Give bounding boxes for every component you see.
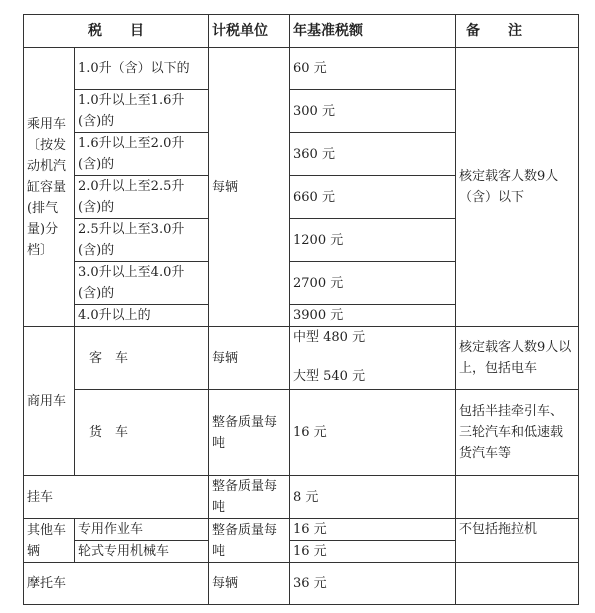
bus-note: 核定载客人数9人以上，包括电车 (456, 327, 579, 390)
passenger-category-cell (24, 48, 75, 327)
trailer-amount: 8 元 (290, 476, 456, 519)
table-row (24, 563, 579, 605)
displacement-range: 3.0升以上至4.0升(含)的 (75, 262, 209, 305)
motorcycle-amount: 36 元 (290, 563, 456, 605)
displacement-range: 2.5升以上至3.0升(含)的 (75, 219, 209, 262)
truck-name: 货 车 (89, 425, 129, 440)
tax-amount: 360 元 (290, 133, 456, 176)
header-note: 备 注 (456, 15, 579, 48)
table-header-row (24, 15, 579, 48)
tax-amount: 2700 元 (290, 262, 456, 305)
commercial-category: 商用车 (24, 327, 75, 476)
displacement-range: 1.6升以上至2.0升(含)的 (75, 133, 209, 176)
tax-amount: 60 元 (290, 48, 456, 90)
trailer-note (456, 476, 579, 519)
table-row (24, 48, 579, 90)
tax-amount: 300 元 (290, 90, 456, 133)
other-amount: 16 元 (290, 519, 456, 541)
table-row (24, 476, 579, 519)
displacement-range: 4.0升以上的 (75, 305, 209, 327)
bus-amount-medium: 中型 480 元 (293, 330, 366, 345)
truck-label (75, 390, 209, 476)
header-annual-amount: 年基准税额 (290, 15, 456, 48)
other-note: 不包括拖拉机 (456, 519, 579, 563)
motorcycle-unit: 每辆 (209, 563, 290, 605)
bus-amount-cell (290, 327, 456, 390)
passenger-category-label: 乘用车〔按发动机汽缸容量(排气量)分档〕 (27, 116, 67, 258)
truck-note: 包括半挂牵引车、三轮汽车和低速载货汽车等 (456, 390, 579, 476)
trailer-unit: 整备质量每吨 (209, 476, 290, 519)
other-unit: 整备质量每吨 (209, 519, 290, 563)
other-amount: 16 元 (290, 541, 456, 563)
tax-amount: 3900 元 (290, 305, 456, 327)
bus-amount-large: 大型 540 元 (293, 369, 366, 384)
header-tax-item: 税 目 (24, 15, 209, 48)
truck-amount: 16 元 (290, 390, 456, 476)
motorcycle-note (456, 563, 579, 605)
table-row (24, 327, 579, 390)
displacement-range: 1.0升以上至1.6升(含)的 (75, 90, 209, 133)
tax-amount: 1200 元 (290, 219, 456, 262)
tax-amount: 660 元 (290, 176, 456, 219)
other-category: 其他车辆 (24, 519, 75, 563)
displacement-range: 1.0升（含）以下的 (75, 48, 209, 90)
bus-unit: 每辆 (209, 327, 290, 390)
other-vehicle-name: 轮式专用机械车 (75, 541, 209, 563)
trailer-category: 挂车 (24, 476, 209, 519)
passenger-note: 核定载客人数9人（含）以下 (456, 48, 579, 327)
other-vehicle-name: 专用作业车 (75, 519, 209, 541)
table-row (24, 390, 579, 476)
vehicle-tax-table (23, 14, 579, 605)
passenger-unit: 每辆 (209, 48, 290, 327)
bus-label (75, 327, 209, 390)
table-row (24, 519, 579, 541)
bus-name: 客 车 (89, 350, 129, 366)
truck-unit: 整备质量每吨 (209, 390, 290, 476)
header-tax-unit: 计税单位 (209, 15, 290, 48)
motorcycle-category: 摩托车 (24, 563, 209, 605)
displacement-range: 2.0升以上至2.5升(含)的 (75, 176, 209, 219)
